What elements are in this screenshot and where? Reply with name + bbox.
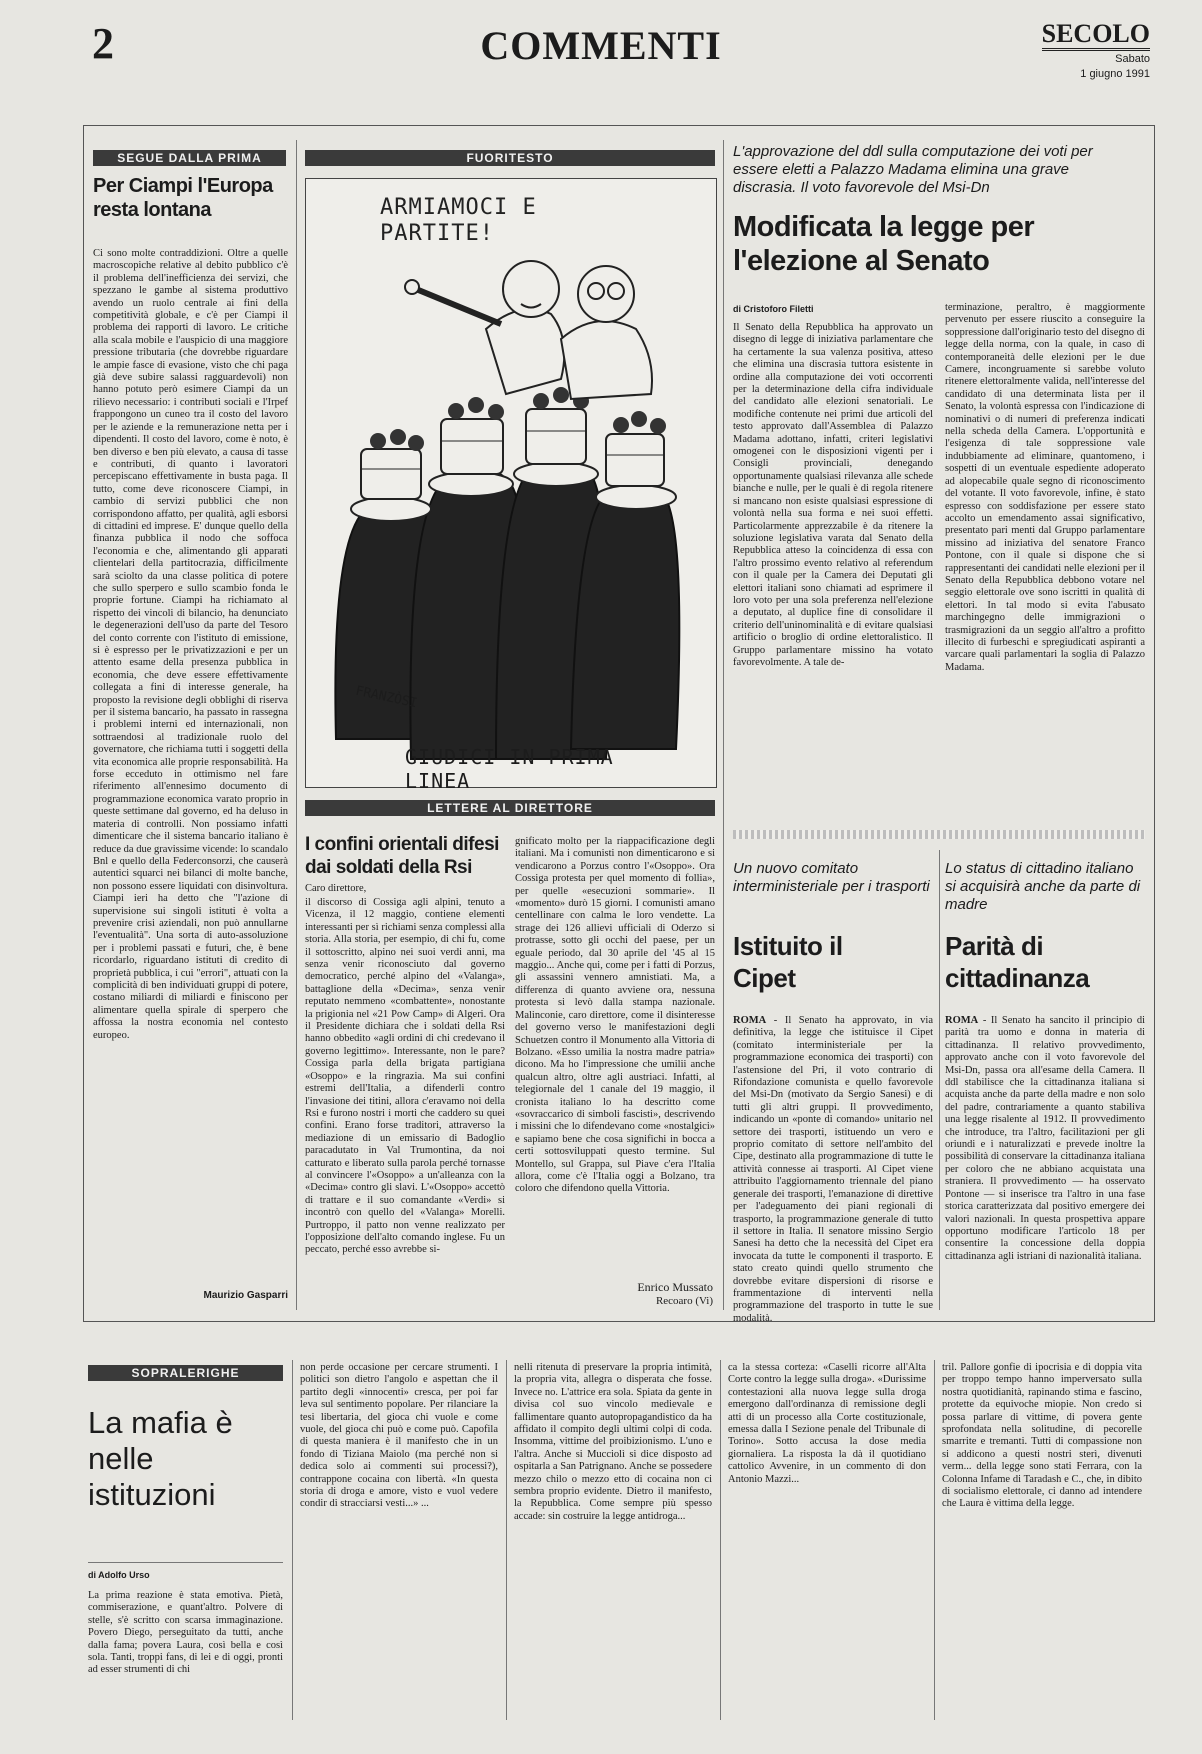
letter-body-1: il discorso di Cossiga agli alpini, tenuto a Vicenza, il 12 maggio, contiene elementi interessanti per sì richiami senza complessi alla storia. Alla storia, per esempio, di chi fu, come il sottoscritto, alpino nei suoi verdi anni, ma senza venir riconosciuto dal governo democratico, perché alpino del «Valanga», battaglione della «Decima», senza venir reputato nemmeno «combattente», nonostante la prigionia nel «21 Pow Camp» di Algeri. Ora il Presidente dichiara che i soldati della Rsi hanno obbedito «agli ordini di chi credevano il governo legittimo». Interessante, non le pare? Cossiga parla della brigata partigiana «Osoppo» e la ringrazia. Ma sui confini estremi dell'Italia, a difenderli contro l'invasione dei titini, allora c'eravamo noi della Rsi e furono nostri i morti che caddero su quei confini. Erano forse traditori, attraverso la mediazione di un emissario di Badoglio paracadutato in Val Trumontina, da noi catturato e liberato sulla parola perché tornasse al convincere l'«Osoppo» a un'alleanza con la «Decima» contro gli slavi. L'«Osoppo» accettò di trattare e il suo comandante «Verdi» si incontrò con quello del «Valanga» Morelli. Purtroppo, il patto non venne realizzato per l'opposizione dell'alto comando inglese. Fu un peccato, perché esso avrebbe si- [305, 897, 505, 1256]
cipet-body: ROMA - Il Senato ha approvato, in via definitiva, la legge che istituisce il Cipet (comitato interministeriale per la programmazione economica dei trasporti) con l'astensione del Pri, il voto contrario di Rifondazione comunista e quello favorevole del Msi-Dn (motivato da Sergio Sanesi) e di tutti gli altri gruppi. Il provvedimento, indicando un «ponte di comando» unitario nel settore dei trasporti, istituendo un vero e proprio comitato di settore nell'ambito del Cipe, destinato alla programmazione di tutte le attività connesse ai trasporti. Al Cipet viene attribuito l'aggiornamento triennale del piano generale dei trasporti, l'emanazione di direttive per l'adeguamento dei piani regionali di trasporto, la programmazione generale di tutto il settore in Italia. Il senatore missino Sergio Sanesi ha detto che la necessità del Cipet era invocata da tutte le componenti il trasporto. E stato creato quindi quello strumento che dovrebbe evitare dispersioni di risorse e frammentazione di interventi nella programmazione del trasporto in tutte le sue modalità. [733, 1015, 934, 1324]
senate-kicker: L'approvazione del ddl sulla computazione dei voti per essere eletti a Palazzo Madama elimina una grave discrasia. Il voto favorevole del Msi-Dn [733, 143, 1093, 196]
senate-body-1: Il Senato della Repubblica ha approvato un disegno di legge di iniziativa parlamentare che ha certamente la sua valenza positiva, atteso che elimina una discrasia tuttora esistente in ordine alla computazione dei voti occorrenti per la determinazione della cifra individuale del candidato alle elezioni senatoriali. Le modifiche contenute nei primi due articoli del testo approvato dall'Assemblea di Palazzo Madama adottano, infatti, criteri legislativi omogenei con le disposizioni vigenti per i Consigli provinciali, denegando opportunamente qualsiasi rilevanza alle schede bianche e nulle, per le quali è di regola ritenere si mancano non esiste qualsiasi espressione di volontà nella sua forma e nei suoi effetti. Particolarmente apprezzabile è da ritenere la soluzione legislativa varata dal Senato della Repubblica atteso la coincidenza di essa con l'altro prossimo evento relativo al referendum con il quale per la Camera dei Deputati gli elettori italiani sono chiamati ad esprimere il loro voto per una sola preferenza nell'elezione a deputato, al duplice fine di consolidare il criterio dell'uninominalità e di evitare qualsiasi artificio o broglio di ordine elettoralistico. Il Gruppo parlamentare missino ha votato favorevolmente. A tale de- [733, 322, 933, 668]
cartoon-signature: FRANZÒSI [354, 683, 419, 712]
issue-day: Sabato [1115, 53, 1150, 65]
mafia-body-2: non perde occasione per cercare strumenti. I politici son dietro l'angolo e aspettan che il partito degli «innocenti» cresca, per poi far leva sul sentimento popolare. Per rilanciare la tesi libertaria, del gioca chi vuole e come vuole, del gioca chi può e come può. Capofila di questa maniera è il manifesto che in un fondo di Tiziana Maiolo (ma perché non si dedica solo ai commenti sui processi?), contrappone cocaina con libertà. «In questa storia di droga e amore, visto e vuol vedere condir di stracciarsi vesti...» ... [300, 1362, 498, 1510]
mafia-body-3: nelli ritenuta di preservare la propria intimità, la propria vita, allegra o disperata che fosse. Invece no. L'attrice era sola. Spiata da gente in divisa col suo vincolo medievale e fallimentare quanto autopropagandistico da ha affidato il compito degli ultimi colpi di coda. Insomma, vittime del proibizionismo. L'uno e l'altra. Anche si Mucciolì si dice disposto ad ospitarla a San Patrignano. Anche se possedere mezzo chilo o mezzo etto di cocaina non ci sembra proprio evidente. Dietro il manifesto, la Repubblica. Come sempre più spesso accade: sin costruire la legge antidroga... [514, 1362, 712, 1522]
cittadinanza-kicker: Lo status di cittadino italiano si acquisirà anche da parte di madre [945, 860, 1141, 913]
cipet-dateline: ROMA [733, 1015, 767, 1026]
column-rule [720, 1360, 721, 1720]
issue-date: 1 giugno 1991 [1080, 68, 1150, 80]
cartoon-speech: ARMIAMOCI E PARTITE! [380, 195, 537, 246]
letter-place: Recoaro (Vi) [655, 1295, 713, 1307]
section-tag-sopralerighe: SOPRALERIGHE [88, 1365, 283, 1381]
letter-body-2: gnificato molto per la riappacificazione degli italiani. Ma i comunisti non dimenticarono e si vendicarono a Porzus contro l'«Osoppo». Ora Cossiga protesta per quel momento di follia», per quelle «esecuzioni sommarie». Il «momento» durò 15 giorni. I comunisti amano centellinare con calma le loro vendette. La strage dei 126 allievi ufficiali di Oderzo si protrasse, sotto gli occhi del paese, per un eguale periodo, dal 30 aprile del '45 al 15 maggio... Anche qui, come per i fatti di Porzus, gli assassini vennero amnistiati. Ma, a differenza di quanto avviene ora, nessuna protesta si levò dalla stampa nazionale. Malinconie, caro direttore, come il disinteresse del governo verso le manifestazioni degli Schuetzen contro il Monumento alla Vittoria di Bolzano. «Esso umilia la nostra madre patria» dicono. Ma ho l'impressione che umilii anche qualcun altro, oltre agli austriaci. Infatti, al telegiornale del 1 canale del 19 maggio, il cronista italiano lo ha descritto come «sovraccarico di simboli fascisti», descrivendo i missini che lo difendevano come «nostalgici» e sapiamo bene che cosa significhi in bocca a certi sottosviluppati questo termine. Sul Montello, sul Grappa, sul Piave c'era l'Italia allora, come c'è l'Italia oggi a Bolzano, tra coloro che difendono quella Vittoria. [515, 836, 715, 1195]
cipet-kicker: Un nuovo comitato interministeriale per i trasporti [733, 860, 930, 895]
article-body-ciampi: Ci sono molte contraddizioni. Oltre a quelle macroscopiche relative al debito pubblico c'è il problema dell'inefficienza dei servizi, che spezzano le gambe al sistema produttivo avendo un ruolo centrale ai fini della competitività globale, e c'è per Ciampi il problema dei rapporti di lavoro. Le critiche alla scala mobile e l'auspicio di una maggiore pressione tributaria (che dovrebbe riguardare le ampie fasce di evasione, visto che chi paga già deve subire salassi ragguardevoli) non hanno potuto però esimere Ciampi da un rilievo necessario: i contributi sociali e l'Irpef frappongono un cuneo tra il costo del lavoro per le aziende e la remunerazione netta per i dipendenti. Il costo del lavoro, come è noto, è ben diverso e ben più elevato, a causa di tasse e contributi, di quanto i lavoratori percepiscano effettivamente in busta paga. Il tutto, come deve riconoscere Ciampi, in cambio di servizi pubblici che non corrispondono affatto, per qualità, agli esborsi di cittadini ed imprese. E' dunque quello della finanza pubblica il nodo che soffoca l'economia e che, alimentando gli apparati clientelari della partitocrazia, difficilmente sarà sciolto da una classe politica di potere che sullo sperpero e sullo scambio fonda le proprie fortune. Ciampi ha richiamato al rispetto dei vincoli di bilancio, ha denunciato le degenerazioni dell'uso da parte del Tesoro del conto corrente con l'istituto di emissione, si è espresso per le privatizzazioni e per un attento esame della presenza pubblica in economia, che deve essere effettivamente collegata a fini di interesse generale, ha proposto la revisione degli obblighi di riserva per il sistema bancario, ha passato in rassegna i problemi interni ed internazionali, non sottraendosi al tradizionale ruolo del governatore, che richiama tutti i soggetti della vita economica alle proprie responsabilità. Ha forse ecceduto in ottimismo nel fare riferimento all'ennesimo documento di programmazione economica varato proprio in queste settimane dal governo, ed ha deluso in materia di controlli. Non possiamo infatti dimenticare che il sistema bancario italiano è reduce da due gravissime vicende: lo scandalo Bnl e quello della Federconsorzi, che causerà autentici squarci nei bilanci di molte banche, non possono essere liquidati con disinvoltura. Ciampi ieri ha detto che "l'azione di supervisione sui singoli istituti è volta a prevenire crisi aziendali, non può annullarne l'eventualità". Una sorta di auto-assoluzione per i problemi passati e futuri, che, è bene ricordarlo, riguardano istituti di credito di proprietà pubblica, i cui "errori", attuati con la complicità di ben individuati gruppi di potere, costano miliardi di miliardi e finiscono per alimentare quella spirale di sperpero che affossa la nostra economia nel contesto europeo. [93, 248, 288, 1041]
politician-figures [405, 261, 652, 399]
masthead [1042, 20, 1150, 81]
cipet-text: Il Senato ha approvato, in via definitiva, la legge che istituisce il Cipet (comitato interministeriale per la programmazione economica dei trasporti) con l'astensione del Pri, il voto contrario di Rifondazione comunista e quello favorevole del Msi-Dn (motivato da Sergio Sanesi) e di tutti gli altri gruppi. Il provvedimento, indicando un «ponte di comando» unitario nel settore dei trasporti, istituendo un vero e proprio comitato di settore nell'ambito del Cipe, destinato alla programmazione di tutte le attività connesse ai trasporti. Al Cipet viene attribuito l'aggiornamento triennale del piano generale dei trasporti, l'emanazione di direttive per l'adeguamento dei piani regionali di trasporto, la programmazione generale di tutto il settore in Italia. Il senatore missino Sergio Sanesi ha detto che la necessità del Cipet era invocata da tutte le componenti il trasporto. E stato creato quindi quello strumento che dovrebbe evitare dispersioni di risorse e frammentazione di interventi nella programmazione del trasporto in tutte le sue modalità. [733, 1015, 934, 1324]
cipet-title: Istituito il Cipet [733, 931, 843, 993]
article-title-ciampi: Per Ciampi l'Europa resta lontana [93, 175, 273, 221]
letter-title: I confini orientali difesi dai soldati della Rsi [305, 834, 499, 878]
separator-band [733, 830, 1145, 839]
mafia-body-4: ca la stessa corteza: «Caselli ricorre all'Alta Corte contro la legge sulla droga». «Durissime contestazioni alla nuova legge sulla droga emergono dall'ordinanza di remissione degli atti di un processo alla Corte costituzionale, emessa dalla I Sezione penale del Tribunale di Torino». Sotto accusa la dose media giornaliera. La risposta la dà il quotidiano cattolico Avvenire, in un commento di don Antonio Mazzi... [728, 1362, 926, 1485]
cittadinanza-body: ROMA - Il Senato ha sancito il principio di parità tra uomo e donna in materia di cittadinanza. Il relativo provvedimento, approvato anche con il voto favorevole del Msi-Dn, passa ora all'esame della Camera. Il ddl stabilisce che la cittadinanza italiana si acquista anche da parte della madre e non solo del padre, contrariamente a quanto stabiliva una legge risalente al 1912. Il provvedimento che introduce, tra l'altro, facilitazioni per gli oriundi e i naturalizzati e prevede inoltre la possibilità di conservare la cittadinanza italiana per coloro che ne abbiano acquistata una straniera. Il provvedimento — ha osservato Pontone — si inserisce tra l'altro in una fase storica caratterizzata dal positivo emergere dei valori nazionali. In questa prospettiva appare opportuno modificare l'articolo 18 per consentire la concessione della doppia cittadinanza agli istriani di nazionalità italiana. [945, 1015, 1145, 1262]
senate-body-2: terminazione, peraltro, è maggiormente pervenuto per essere riuscito a conseguire la soppressione dall'originario testo del disegno di legge della norma, con la quale, in caso di contemporaneità delle elezioni per le due Camere, incongruamente si sarebbe voluto ritenere elettoralmente valida, nell'interesse del candidato di una determinata lista per il Senato, la volontà espressa con l'indicazione di nominativi o di numeri di preferenza indicati nella scheda della Camera. L'opportunità e l'esigenza di tale soppressione vale indubbiamente ad eliminare, quantomeno, i sospetti di un eventuale espediente adoperato ad alopecabile quale segno di riconoscimento del votante. Il voto favorevole, infine, è stato espresso con soddisfazione per essere stato accolto un emendamento assai significativo, presentato pari menti dal Gruppo parlamentare missino ad iniziativa del senatore Franco Pontone, con il quale si dispone che si rappresentanti dei candidati nelle elezioni per il Senato della Repubblica debbono votare nel seggio elettorale ove sono iscritti in qualità di elettori. In tal modo si evita l'abusato marchingegno delle immigrazioni o trasmigrazioni da un seggio all'altro a profitto illecito di furbeschi e spregiudicati aspiranti a varcare quali parlamentari la soglia di Palazzo Madama. [945, 302, 1145, 673]
page-number: 2 [92, 19, 114, 68]
section-tag-lettere: LETTERE AL DIRETTORE [305, 800, 715, 816]
letter-author: Enrico Mussato [637, 1280, 713, 1294]
column-rule [939, 850, 940, 1310]
section-title: COMMENTI [480, 23, 722, 68]
cartoon-caption: GIUDICI IN PRIMA LINEA [405, 745, 614, 793]
section-tag-fuoritesto: FUORITESTO [305, 150, 715, 166]
mafia-body-5: tril. Pallore gonfie di ipocrisia e di doppia vita per troppo tempo hanno imperversato sulla nostra quotidianità, rapinando stima e fascino, protette da equivoche miopie. Non credo si possa parlare di vittime, di povera gente sprofondata nella solitudine, di pecorelle smarrite e tremanti. Tutti di compassione non si addicono a questi nostri sterì, divenuti verm... della legge sono stati Ferrara, con la Colonna Infame di Taradash e C., che, in dibito di socialismo elettorale, ci danno ad intendere che Laura è vittima della legge. [942, 1362, 1142, 1510]
mafia-title: La mafia è nelle istituzioni [88, 1405, 233, 1512]
column-rule [506, 1360, 507, 1720]
cittadinanza-dateline: ROMA [945, 1015, 979, 1026]
column-rule [292, 1360, 293, 1720]
cittadinanza-title: Parità di cittadinanza [945, 931, 1090, 993]
senate-title: Modificata la legge per l'elezione al Senato [733, 211, 1035, 277]
column-rule [296, 140, 297, 1310]
section-tag-segue: SEGUE DALLA PRIMA [93, 150, 286, 166]
senate-byline: di Cristoforo Filetti [733, 304, 814, 314]
newspaper-logo: SECOLO [1042, 20, 1150, 51]
byline-rule [88, 1562, 283, 1563]
cittadinanza-text: Il Senato ha sancito il principio di parità tra uomo e donna in materia di cittadinanza. Il relativo provvedimento, approvato anche con il voto favorevole del Msi-Dn, passa ora all'esame della Camera. Il ddl stabilisce che la cittadinanza italiana si acquista anche da parte della madre e non solo del padre, contrariamente a quanto stabiliva una legge risalente al 1912. Il provvedimento che introduce, tra l'altro, facilitazioni per gli oriundi e i naturalizzati e prevede inoltre la possibilità di conservare la cittadinanza italiana per coloro che ne abbiano acquistata una straniera. Il provvedimento — ha osservato Pontone — si inserisce tra l'altro in una fase storica caratterizzata dal positivo emergere dei valori nazionali. In questa prospettiva appare opportuno modificare l'articolo 18 per consentire la concessione della doppia cittadinanza agli istriani di nazionalità italiana. [945, 1015, 1145, 1262]
letter-salutation: Caro direttore, [305, 883, 367, 894]
mafia-byline: di Adolfo Urso [88, 1570, 150, 1580]
column-rule [723, 140, 724, 1310]
mafia-body-1: La prima reazione è stata emotiva. Pietà, commiserazione, e quant'altro. Polvere di stelle, s'è scritto con scarsa immaginazione. Povero Diego, perseguitato da tutti, anche dalla fama; povera Laura, così bella e così sola. Tanti, troppi fans, di lei e di oggi, pronti ad esser strumenti di chi [88, 1590, 283, 1676]
column-rule [934, 1360, 935, 1720]
author-gasparri: Maurizio Gasparri [203, 1290, 288, 1301]
